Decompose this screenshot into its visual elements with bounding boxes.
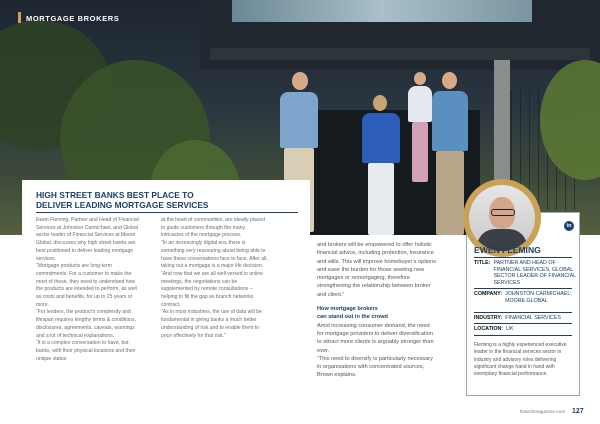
avatar bbox=[469, 185, 535, 251]
page-number: 127 bbox=[572, 408, 584, 415]
person-woman bbox=[358, 95, 404, 235]
paragraph: Ewen Fleming, Partner and Head of Financial Services at Johnston Carmichael, and Global sector leader of Financial Services at Moore Global, discusses why high street banks are best positioned to deliver leading mortgage services. bbox=[36, 217, 139, 262]
section-label: MORTGAGE BROKERS bbox=[26, 14, 120, 23]
paragraph: “And now that we are all well versed in online meetings, the negotiations can be supplemented by remote consultations – helping to fill the gap as branch networks contract. bbox=[161, 270, 263, 308]
paragraph: “For lenders, the product’s complexity and lifespan requires lengthy terms & conditions, disclosures, agreements, caveats, warnings and a lot of technical explanations. bbox=[36, 309, 136, 339]
footer-site: fintechmagazine.com bbox=[520, 410, 566, 415]
profile-divider bbox=[474, 323, 572, 324]
paragraph: “It is a complex conversation to have, but banks, with their physical locations and their unique status bbox=[36, 340, 136, 362]
profile-industry-label: INDUSTRY: bbox=[474, 315, 503, 321]
headline-line-2: DELIVER LEADING MORTGAGE SERVICES bbox=[36, 200, 209, 210]
profile-company-row bbox=[474, 291, 576, 304]
profile-industry-value: FINANCIAL SERVICES bbox=[505, 315, 561, 321]
article-column-2 bbox=[161, 217, 268, 340]
linkedin-icon[interactable]: in bbox=[564, 221, 574, 231]
subheading bbox=[317, 305, 437, 322]
profile-company-value: JOHNSTON CARMICHAEL; MOORE GLOBAL bbox=[505, 291, 572, 304]
house-window bbox=[232, 0, 532, 22]
paragraph: at the heart of communities, are ideally placed to guide customers through the many intricacies of the mortgage process. bbox=[161, 217, 265, 239]
profile-title-row bbox=[474, 260, 576, 286]
subheading-line-2: can stand out in the crowd bbox=[317, 314, 388, 321]
subheading-line-1: How mortgage brokers bbox=[317, 306, 378, 313]
article-headline bbox=[36, 190, 296, 210]
profile-company-label: COMPANY: bbox=[474, 291, 503, 297]
headline-line-1: HIGH STREET BANKS BEST PLACE TO bbox=[36, 190, 194, 200]
article-column-1 bbox=[36, 217, 143, 363]
paragraph: “In an increasingly digital era, there is something very reassuring about being able to have these conversations face to face. After all, taking out a mortgage is a major life decision. bbox=[161, 240, 268, 270]
profile-bio: Fleming is a highly experienced executive leader in the financial services sector in industry and advisory roles delivering significant change hand in hand with exemplary financial performance. bbox=[474, 342, 567, 378]
section-marker bbox=[18, 12, 21, 23]
paragraph: “As in most industries, the use of data will be fundamental in giving banks a much better understanding of risk and to enable them to price effectively for that risk.” bbox=[161, 309, 262, 339]
profile-title-value: PARTNER AND HEAD OF FINANCIAL SERVICES, GLOBAL SECTOR LEADER OF FINANCIAL SERVICES bbox=[493, 260, 576, 286]
profile-name: EWEN FLEMING bbox=[474, 245, 541, 255]
profile-location-row bbox=[474, 326, 576, 333]
profile-location-label: LOCATION: bbox=[474, 326, 504, 332]
headline-divider bbox=[36, 212, 298, 213]
profile-divider bbox=[474, 312, 572, 313]
profile-divider bbox=[474, 288, 572, 289]
profile-location-value: UK bbox=[506, 326, 514, 332]
profile-title-label: TITLE: bbox=[474, 260, 491, 266]
profile-industry-row bbox=[474, 315, 576, 322]
paragraph: “This need to diversify is particularly necessary in organisations with concentrated sources, Brown explains. bbox=[317, 355, 433, 379]
profile-divider bbox=[474, 257, 572, 258]
paragraph: and brokers will be empowered to offer holistic financial advice, including protection, insurance and wills. This will improve homebuyer’s options and ease the burden for those seeking new mortgages or remortgaging, therefore strengthening the relationship between broker and client.” bbox=[317, 242, 437, 298]
house-balcony bbox=[210, 48, 590, 60]
paragraph: Amid increasing consumer demand, the need for mortgage providers to deliver diversification to attract more clients is arguably stronger than ever. bbox=[317, 322, 434, 354]
profile-divider bbox=[474, 335, 572, 336]
article-column-3 bbox=[317, 241, 437, 380]
paragraph: “Mortgage products are long-term commitments. For a customer to make the most of these, they need to understand how the products are intended to perform, as well as costs and benefits, for up to 25 years or more. bbox=[36, 263, 137, 308]
article-card bbox=[22, 180, 310, 424]
